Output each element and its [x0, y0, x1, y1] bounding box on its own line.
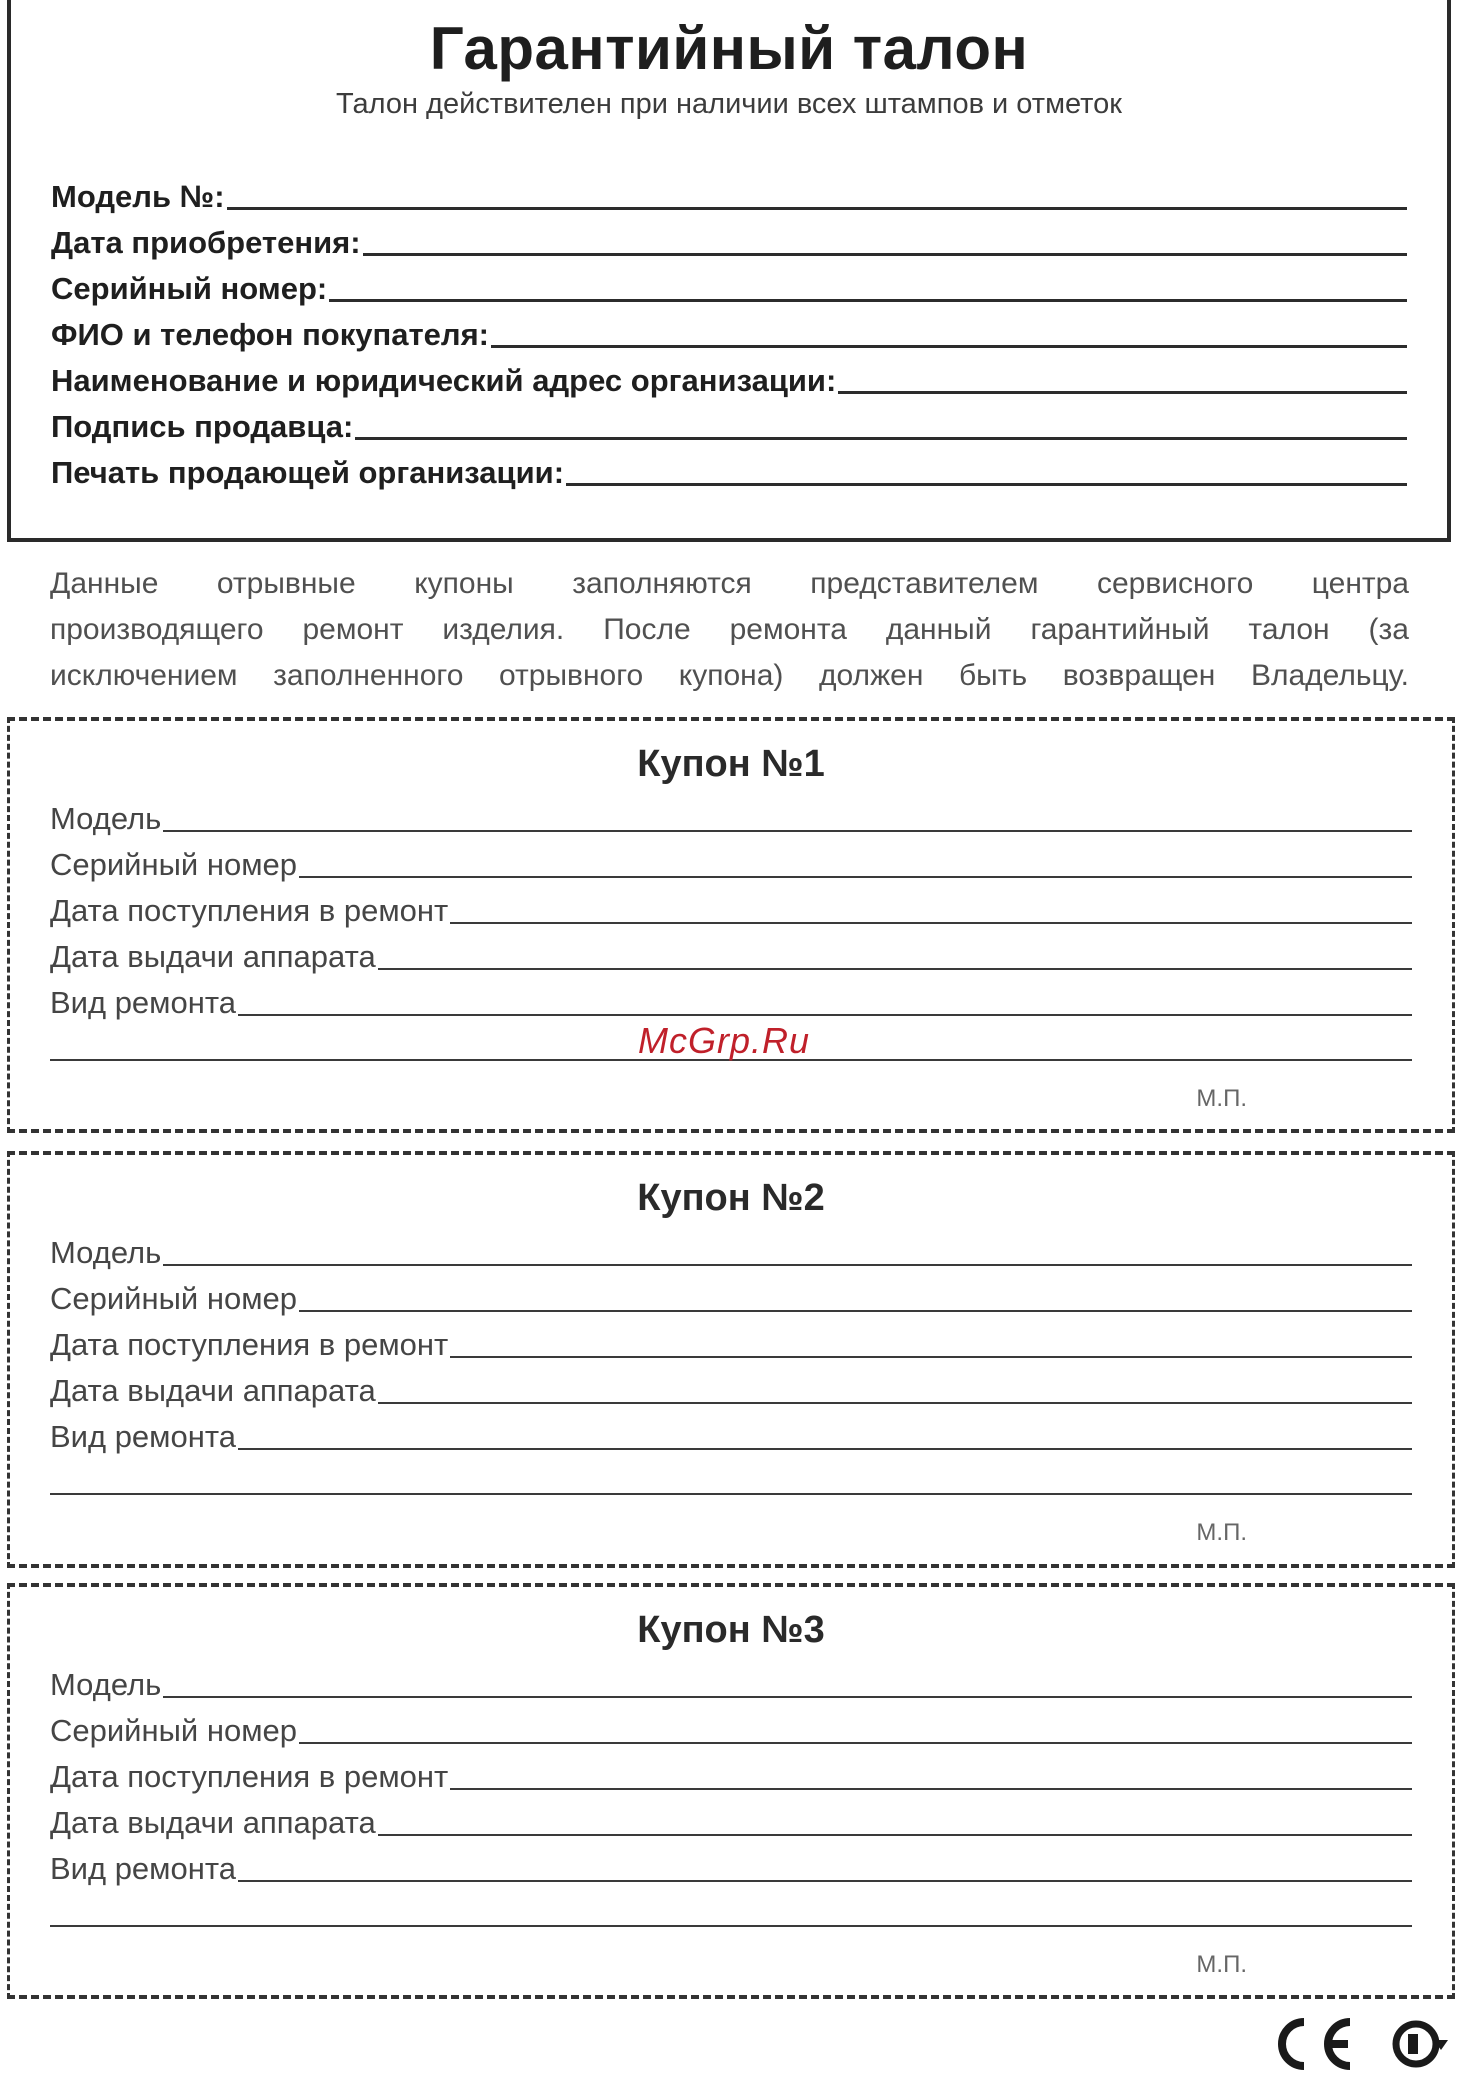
field-label: Вид ремонта — [50, 1851, 236, 1886]
fill-line[interactable] — [378, 1402, 1412, 1404]
field-label: Дата поступления в ремонт — [50, 1759, 449, 1794]
field-organization-address[interactable] — [51, 357, 1407, 399]
fill-line[interactable] — [238, 1448, 1412, 1450]
fill-line[interactable] — [378, 968, 1412, 970]
coupon-field-serial[interactable] — [50, 1275, 1412, 1317]
certification-marks — [1268, 2014, 1453, 2074]
field-label: ФИО и телефон покупателя: — [51, 317, 489, 352]
stamp-place-label: М.П. — [1196, 1085, 1247, 1112]
field-label: Серийный номер — [50, 1713, 297, 1748]
fill-line[interactable] — [838, 391, 1407, 394]
field-label: Серийный номер: — [51, 271, 328, 306]
field-label: Серийный номер — [50, 847, 297, 882]
field-label: Вид ремонта — [50, 985, 236, 1020]
coupon-field-repair-type[interactable] — [50, 979, 1412, 1021]
field-serial-number[interactable] — [51, 265, 1407, 307]
fill-line[interactable] — [163, 830, 1412, 832]
fill-line[interactable] — [355, 437, 1407, 440]
coupon-field-repair-type[interactable] — [50, 1845, 1412, 1887]
field-label: Серийный номер — [50, 1281, 297, 1316]
note-line: Данные отрывные купоны заполняются представителем сервисного центра — [50, 567, 1409, 600]
field-label: Вид ремонта — [50, 1419, 236, 1454]
field-label: Модель — [50, 1667, 162, 1702]
field-label: Подпись продавца: — [51, 409, 354, 444]
coupon-2 — [7, 1151, 1455, 1568]
field-seller-stamp[interactable] — [51, 449, 1407, 491]
stamp-place-label: М.П. — [1196, 1519, 1247, 1546]
field-model-number[interactable] — [51, 173, 1407, 215]
coupon-field-model[interactable] — [50, 1661, 1412, 1703]
field-buyer-name-phone[interactable] — [51, 311, 1407, 353]
page-subtitle: Талон действителен при наличии всех штампов и отметок — [336, 88, 1122, 120]
field-label: Модель — [50, 801, 162, 836]
fill-line[interactable] — [566, 483, 1407, 486]
field-label: Дата выдачи аппарата — [50, 939, 376, 974]
fill-line[interactable] — [450, 1788, 1412, 1790]
coupon-field-repair-in-date[interactable] — [50, 887, 1412, 929]
warranty-card — [7, 0, 1451, 542]
note-line: исключением заполненного отрывного купона) должен быть возвращен Владельцу. — [50, 659, 1409, 692]
field-label: Дата выдачи аппарата — [50, 1805, 376, 1840]
fill-line[interactable] — [450, 1356, 1412, 1358]
fill-line[interactable] — [163, 1696, 1412, 1698]
field-label: Печать продающей организации: — [51, 455, 565, 490]
pct-mark-icon — [1396, 2024, 1448, 2064]
field-seller-signature[interactable] — [51, 403, 1407, 445]
field-label: Дата выдачи аппарата — [50, 1373, 376, 1408]
coupon-field-model[interactable] — [50, 1229, 1412, 1271]
coupon-field-repair-type[interactable] — [50, 1413, 1412, 1455]
fill-line[interactable] — [299, 1742, 1412, 1744]
coupon-field-model[interactable] — [50, 795, 1412, 837]
fill-line[interactable] — [227, 207, 1407, 210]
extra-fill-line[interactable] — [50, 1925, 1412, 1927]
fill-line[interactable] — [299, 876, 1412, 878]
coupon-1 — [7, 717, 1455, 1133]
coupon-field-repair-in-date[interactable] — [50, 1753, 1412, 1795]
stamp-place-label: М.П. — [1196, 1951, 1247, 1978]
fill-line[interactable] — [450, 922, 1412, 924]
fill-line[interactable] — [238, 1880, 1412, 1882]
field-label: Дата поступления в ремонт — [50, 1327, 449, 1362]
note-line: производящего ремонт изделия. После ремонта данный гарантийный талон (за — [50, 613, 1409, 646]
field-purchase-date[interactable] — [51, 219, 1407, 261]
coupon-3 — [7, 1583, 1455, 1999]
ce-mark-icon — [1282, 2022, 1350, 2066]
fill-line[interactable] — [363, 253, 1407, 256]
field-label: Дата поступления в ремонт — [50, 893, 449, 928]
coupon-field-return-date[interactable] — [50, 1799, 1412, 1841]
extra-fill-line[interactable] — [50, 1493, 1412, 1495]
coupon-field-repair-in-date[interactable] — [50, 1321, 1412, 1363]
coupon-field-serial[interactable] — [50, 841, 1412, 883]
coupon-title: Купон №2 — [637, 1177, 825, 1219]
coupon-field-serial[interactable] — [50, 1707, 1412, 1749]
coupon-instructions — [50, 561, 1409, 699]
field-label: Модель — [50, 1235, 162, 1270]
field-label: Модель №: — [51, 179, 225, 214]
field-label: Дата приобретения: — [51, 225, 361, 260]
page-title: Гарантийный талон — [429, 15, 1029, 82]
fill-line[interactable] — [491, 345, 1407, 348]
fill-line[interactable] — [329, 299, 1407, 302]
coupon-title: Купон №1 — [637, 743, 825, 785]
coupon-field-return-date[interactable] — [50, 1367, 1412, 1409]
fill-line[interactable] — [378, 1834, 1412, 1836]
fill-line[interactable] — [238, 1014, 1412, 1016]
watermark-text: McGrp.Ru — [638, 1020, 811, 1061]
coupon-title: Купон №3 — [637, 1609, 825, 1651]
coupon-field-return-date[interactable] — [50, 933, 1412, 975]
field-label: Наименование и юридический адрес организации: — [51, 363, 837, 398]
fill-line[interactable] — [299, 1310, 1412, 1312]
fill-line[interactable] — [163, 1264, 1412, 1266]
